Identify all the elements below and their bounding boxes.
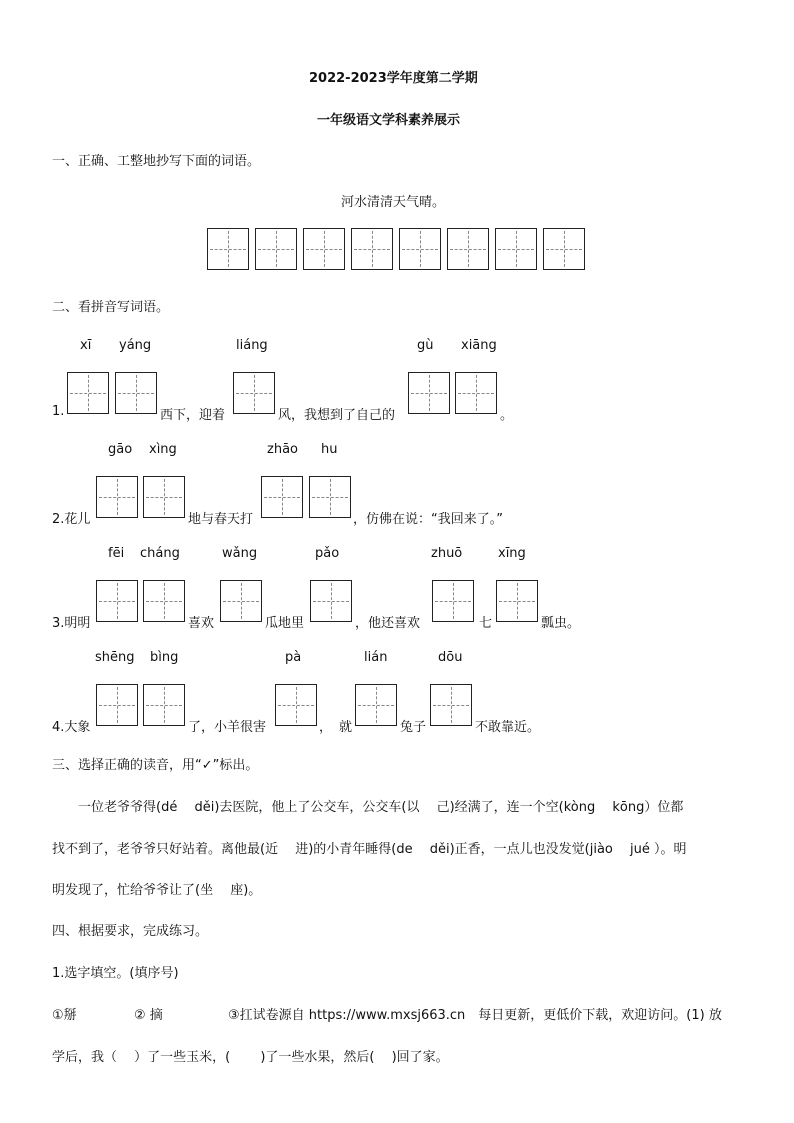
- question-text: 1.: [52, 404, 65, 419]
- question-text: 喜欢: [188, 616, 215, 631]
- question-text: ，仿佛在说：“我回来了。”: [353, 512, 503, 527]
- pinyin: fēi: [108, 546, 125, 561]
- sub-question-heading: 1.选字填空。(填序号): [52, 966, 179, 981]
- pinyin: liáng: [236, 338, 268, 353]
- writing-box[interactable]: [115, 372, 157, 414]
- writing-box[interactable]: [408, 372, 450, 414]
- writing-box[interactable]: [233, 372, 275, 414]
- pinyin: wǎng: [222, 546, 258, 561]
- writing-box[interactable]: [207, 228, 249, 270]
- question-text: ，: [319, 720, 333, 735]
- question-text: 瓜地里: [265, 616, 305, 631]
- fill-blank-line: 学后，我（ ）了一些玉米，( )了一些水果，然后( )回了家。: [52, 1050, 449, 1065]
- writing-box[interactable]: [143, 580, 185, 622]
- passage-line: 找不到了，老爷爷只好站着。离他最(近 进)的小青年睡得(de děi)正香，一点儿也没发觉(jiào jué ）。明: [52, 842, 687, 857]
- pinyin: xī: [80, 338, 92, 353]
- pinyin: zhāo: [267, 442, 298, 457]
- writing-box[interactable]: [67, 372, 109, 414]
- writing-box[interactable]: [255, 228, 297, 270]
- option-3: ③扛试卷源自 https://www.mxsj663.cn 每日更新，更低价下载，欢迎访问。(1) 放: [228, 1008, 722, 1023]
- writing-box[interactable]: [495, 228, 537, 270]
- question-text: 兔子: [400, 720, 427, 735]
- option-1: ①掰: [52, 1008, 77, 1023]
- question-text: 风，我想到了自己的: [278, 408, 396, 423]
- passage-line: 明发现了，忙给爷爷让了(坐 座)。: [52, 883, 262, 898]
- section-1-heading: 一、正确、工整地抄写下面的词语。: [52, 154, 261, 169]
- pinyin: dōu: [438, 650, 463, 665]
- question-text: 就: [339, 720, 353, 735]
- section-2-heading: 二、看拼音写词语。: [52, 300, 170, 315]
- pinyin: xīng: [498, 546, 526, 561]
- question-text: 七: [479, 616, 493, 631]
- writing-box[interactable]: [355, 684, 397, 726]
- pinyin: pǎo: [315, 546, 340, 561]
- writing-box[interactable]: [447, 228, 489, 270]
- pinyin: zhuō: [431, 546, 463, 561]
- writing-box[interactable]: [432, 580, 474, 622]
- pinyin: gāo: [108, 442, 133, 457]
- writing-box[interactable]: [310, 580, 352, 622]
- writing-box[interactable]: [96, 684, 138, 726]
- section-3-heading: 三、选择正确的读音，用“✓”标出。: [52, 758, 259, 773]
- writing-box[interactable]: [261, 476, 303, 518]
- page-subtitle: 一年级语文学科素养展示: [317, 113, 461, 128]
- pinyin: pà: [285, 650, 302, 665]
- question-text: 3.明明: [52, 616, 91, 631]
- page-title: 2022-2023学年度第二学期: [309, 71, 478, 86]
- question-text: ，他还喜欢: [355, 616, 421, 631]
- writing-box[interactable]: [96, 476, 138, 518]
- question-text: 西下，迎着: [160, 408, 226, 423]
- writing-box[interactable]: [96, 580, 138, 622]
- writing-box[interactable]: [309, 476, 351, 518]
- question-text: 了，小羊很害: [188, 720, 267, 735]
- question-text: 2.花儿: [52, 512, 91, 527]
- writing-box[interactable]: [351, 228, 393, 270]
- pinyin: bìng: [150, 650, 179, 665]
- pinyin: lián: [364, 650, 388, 665]
- writing-box[interactable]: [399, 228, 441, 270]
- question-text: 瓢虫。: [541, 616, 581, 631]
- section-4-heading: 四、根据要求，完成练习。: [52, 924, 209, 939]
- pinyin: gù: [417, 338, 434, 353]
- passage-line: 一位老爷爷得(dé děi)去医院，他上了公交车，公交车(以 己)经满了，连一个空(kòng kōng）位都: [78, 800, 684, 815]
- writing-box[interactable]: [430, 684, 472, 726]
- pinyin: cháng: [140, 546, 180, 561]
- question-text: 不敢靠近。: [475, 720, 541, 735]
- pinyin: shēng: [95, 650, 135, 665]
- writing-box[interactable]: [220, 580, 262, 622]
- writing-box[interactable]: [143, 684, 185, 726]
- question-text: 4.大象: [52, 720, 91, 735]
- pinyin: hu: [321, 442, 338, 457]
- writing-box[interactable]: [543, 228, 585, 270]
- pinyin: xìng: [149, 442, 177, 457]
- question-text: 。: [500, 408, 514, 423]
- option-2: ② 摘: [134, 1008, 163, 1023]
- writing-box[interactable]: [496, 580, 538, 622]
- question-text: 地与春天打: [188, 512, 254, 527]
- writing-box[interactable]: [455, 372, 497, 414]
- pinyin: yáng: [119, 338, 152, 353]
- writing-box[interactable]: [303, 228, 345, 270]
- writing-box[interactable]: [275, 684, 317, 726]
- copy-sentence: 河水清清天气晴。: [341, 195, 446, 210]
- writing-box[interactable]: [143, 476, 185, 518]
- pinyin: xiāng: [461, 338, 497, 353]
